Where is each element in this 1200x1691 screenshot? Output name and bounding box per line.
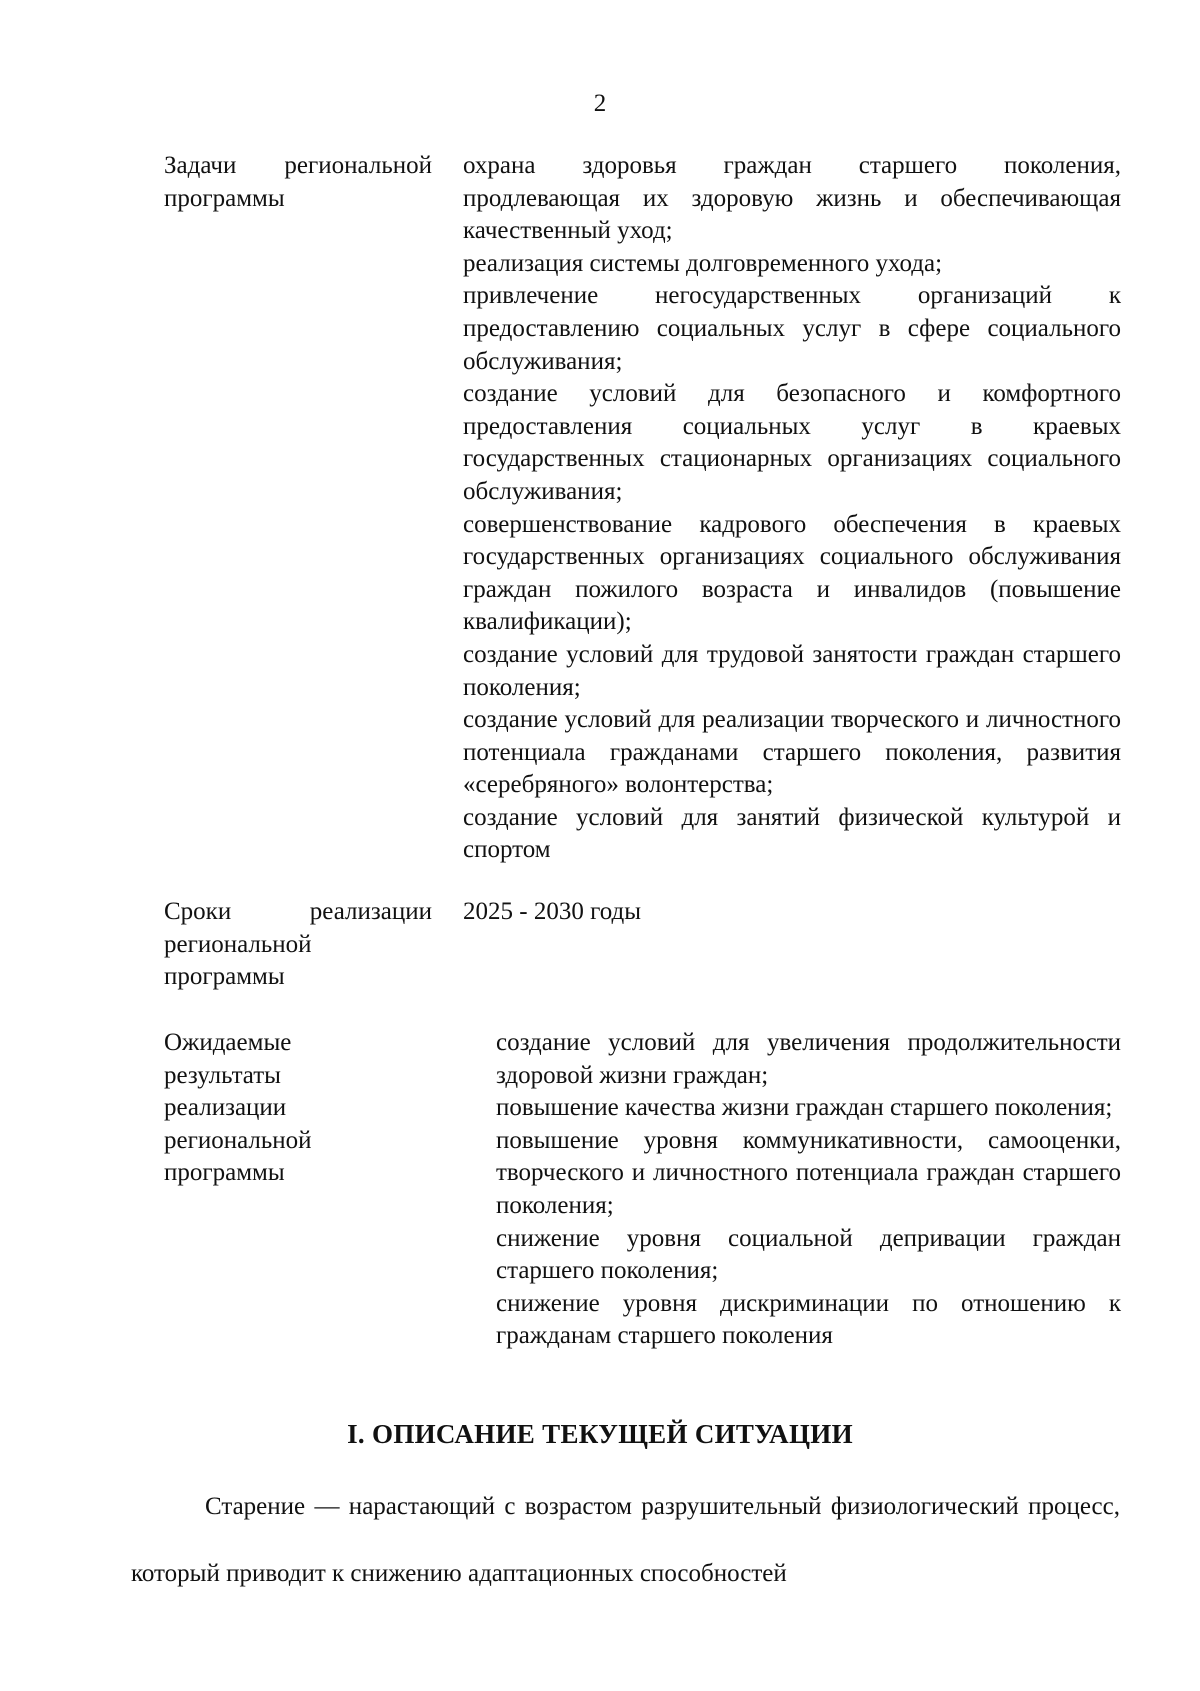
row-label-terms: Сроки реализации региональной программы [164,898,432,991]
terms-value: 2025 - 2030 годы [463,898,642,925]
row-body-goals [463,150,1121,867]
body-paragraph: Старение — нарастающий с возрастом разрушительный физиологический процесс, который приводит к снижению адаптационных способностей [131,1493,1120,1587]
result-item: создание условий для увеличения продолжительности здоровой жизни граждан; [496,1029,1121,1089]
row-body-results [496,1027,1121,1353]
goal-item: создание условий для безопасного и комфортного предоставления социальных услуг в краевых государственных стационарных организациях социального обслуживания; [463,380,1121,505]
goal-item: совершенствование кадрового обеспечения в краевых государственных организациях социального обслуживания граждан пожилого возраста и инвалидов (повышение квалификации); [463,510,1121,636]
goal-item: создание условий для трудовой занятости граждан старшего поколения; [463,640,1121,701]
page-number: 2 [593,90,607,117]
result-item: снижение уровня дискриминации по отношению к гражданам старшего поколения [496,1289,1121,1350]
row-label-results: Ожидаемые результаты реализации региональной программы [164,1029,312,1187]
passport-row-goals [164,150,1120,870]
section-heading: I. ОПИСАНИЕ ТЕКУЩЕЙ СИТУАЦИИ [347,1419,853,1449]
result-item: повышение качества жизни граждан старшего поколения; [496,1094,1113,1122]
goal-item: охрана здоровья граждан старшего поколения, продлевающая их здоровую жизнь и обеспечивающая качественный уход; [463,152,1121,245]
row-body-terms [463,896,1121,929]
goal-item: привлечение негосударственных организаций к предоставлению социальных услуг в сфере социального обслуживания; [463,282,1121,375]
goal-item: создание условий для занятий физической культурой и спортом [463,803,1121,864]
goal-item: реализация системы долговременного ухода; [463,249,943,277]
result-item: повышение уровня коммуникативности, самооценки, творческого и личностного потенциала граждан старшего поколения; [496,1126,1121,1219]
passport-row-results [164,1027,1120,1387]
result-item: снижение уровня социальной депривации граждан старшего поколения; [496,1224,1121,1285]
goal-item: создание условий для реализации творческого и личностного потенциала гражданами старшего поколения, развития «серебряного» волонтерства; [463,706,1121,799]
passport-row-terms [164,896,1120,1006]
row-label-goals: Задачи региональной программы [164,152,432,212]
